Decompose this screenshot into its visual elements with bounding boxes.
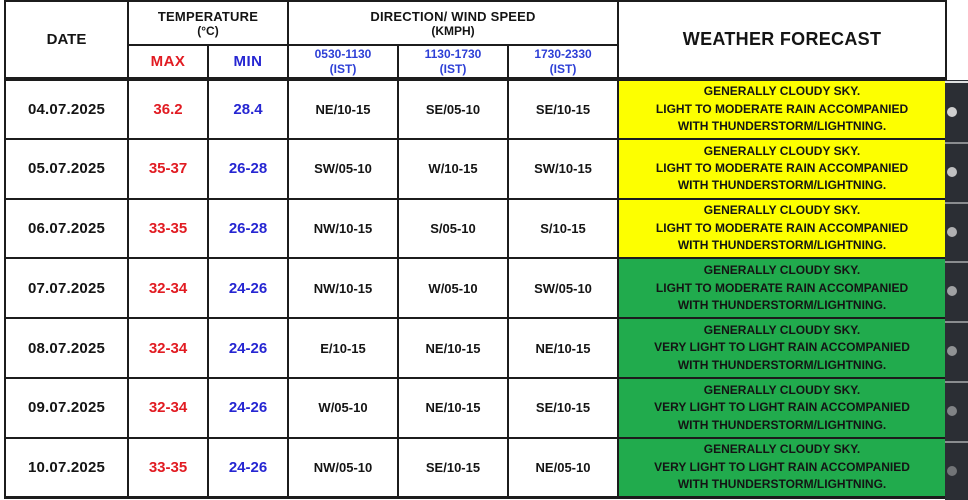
max-temp-cell: 35-37 [128, 139, 208, 199]
table-row [5, 438, 946, 498]
wind-morning-cell: NW/10-15 [288, 199, 398, 259]
date-cell: 06.07.2025 [5, 199, 128, 259]
forecast-cell [618, 258, 946, 318]
forecast-line: WITH THUNDERSTORM/LIGHTNING. [677, 417, 887, 432]
forecast-line: WITH THUNDERSTORM/LIGHTNING. [677, 357, 887, 372]
table-row [5, 318, 946, 378]
forecast-line: WITH THUNDERSTORM/LIGHTNING. [677, 477, 887, 492]
min-temp-cell: 28.4 [208, 79, 288, 139]
forecast-cell [618, 318, 946, 378]
slot-zone: (IST) [329, 61, 357, 76]
partial-icon-dot [947, 406, 957, 416]
date-cell: 09.07.2025 [5, 378, 128, 438]
forecast-line: WITH THUNDERSTORM/LIGHTNING. [677, 297, 887, 312]
slot-zone: (IST) [549, 61, 577, 76]
max-temp-cell: 32-34 [128, 378, 208, 438]
table-row [5, 79, 946, 139]
max-temp-cell: 36.2 [128, 79, 208, 139]
edge-separator [945, 142, 968, 144]
forecast-cell [618, 79, 946, 139]
forecast-line: LIGHT TO MODERATE RAIN ACCOMPANIED [655, 101, 909, 116]
col-header-temperature [128, 1, 288, 45]
forecast-line: LIGHT TO MODERATE RAIN ACCOMPANIED [655, 220, 909, 235]
min-temp-cell: 24-26 [208, 438, 288, 498]
date-cell: 04.07.2025 [5, 79, 128, 139]
wind-evening-cell: NE/10-15 [508, 318, 618, 378]
wind-morning-cell: E/10-15 [288, 318, 398, 378]
col-header-wind [288, 1, 618, 45]
forecast-line: WITH THUNDERSTORM/LIGHTNING. [677, 119, 887, 134]
forecast-line: VERY LIGHT TO LIGHT RAIN ACCOMPANIED [654, 400, 910, 415]
forecast-line: VERY LIGHT TO LIGHT RAIN ACCOMPANIED [654, 459, 910, 474]
partial-icon-dot [947, 346, 957, 356]
min-temp-cell: 24-26 [208, 378, 288, 438]
forecast-line: GENERALLY CLOUDY SKY. [703, 263, 861, 278]
wind-afternoon-cell: SE/05-10 [398, 79, 508, 139]
wind-morning-cell: NW/05-10 [288, 438, 398, 498]
forecast-cell [618, 438, 946, 498]
date-cell: 10.07.2025 [5, 438, 128, 498]
wind-evening-cell: S/10-15 [508, 199, 618, 259]
col-header-date: DATE [5, 1, 128, 79]
table-row [5, 378, 946, 438]
wind-unit: (KMPH) [431, 23, 475, 38]
wind-evening-cell: SE/10-15 [508, 79, 618, 139]
min-temp-cell: 26-28 [208, 199, 288, 259]
col-header-slot-evening [508, 45, 618, 79]
partial-icon-dot [947, 167, 957, 177]
table-row [5, 139, 946, 199]
wind-afternoon-cell: NE/10-15 [398, 378, 508, 438]
min-temp-cell: 24-26 [208, 258, 288, 318]
slot-zone: (IST) [439, 61, 467, 76]
date-cell: 08.07.2025 [5, 318, 128, 378]
wind-morning-cell: NW/10-15 [288, 258, 398, 318]
max-temp-cell: 33-35 [128, 199, 208, 259]
col-header-slot-afternoon [398, 45, 508, 79]
col-header-forecast: WEATHER FORECAST [618, 1, 946, 79]
edge-separator [945, 381, 968, 383]
date-cell: 05.07.2025 [5, 139, 128, 199]
edge-separator [945, 261, 968, 263]
wind-morning-cell: NE/10-15 [288, 79, 398, 139]
slot-range: 0530-1130 [314, 46, 372, 61]
forecast-line: GENERALLY CLOUDY SKY. [703, 203, 861, 218]
slot-range: 1130-1730 [424, 46, 482, 61]
forecast-line: GENERALLY CLOUDY SKY. [703, 143, 861, 158]
table-header [5, 1, 946, 79]
forecast-line: GENERALLY CLOUDY SKY. [703, 382, 861, 397]
min-temp-cell: 26-28 [208, 139, 288, 199]
wind-evening-cell: SE/10-15 [508, 378, 618, 438]
forecast-line: VERY LIGHT TO LIGHT RAIN ACCOMPANIED [654, 340, 910, 355]
wind-evening-cell: SW/05-10 [508, 258, 618, 318]
forecast-line: LIGHT TO MODERATE RAIN ACCOMPANIED [655, 280, 909, 295]
table-row [5, 199, 946, 259]
partial-icon-dot [947, 286, 957, 296]
max-temp-cell: 32-34 [128, 318, 208, 378]
wind-evening-cell: NE/05-10 [508, 438, 618, 498]
forecast-line: GENERALLY CLOUDY SKY. [703, 442, 861, 457]
slot-range: 1730-2330 [534, 46, 592, 61]
min-temp-cell: 24-26 [208, 318, 288, 378]
max-temp-cell: 33-35 [128, 438, 208, 498]
forecast-line: WITH THUNDERSTORM/LIGHTNING. [677, 238, 887, 253]
wind-afternoon-cell: NE/10-15 [398, 318, 508, 378]
wind-afternoon-cell: W/10-15 [398, 139, 508, 199]
header-row-main [5, 1, 946, 45]
forecast-cell [618, 378, 946, 438]
date-cell: 07.07.2025 [5, 258, 128, 318]
wind-evening-cell: SW/10-15 [508, 139, 618, 199]
forecast-line: WITH THUNDERSTORM/LIGHTNING. [677, 178, 887, 193]
partial-icon-dot [947, 107, 957, 117]
edge-separator [945, 202, 968, 204]
right-edge-panel [945, 80, 968, 500]
temperature-title: TEMPERATURE [157, 8, 259, 24]
partial-icon-dot [947, 466, 957, 476]
table-row [5, 258, 946, 318]
wind-afternoon-cell: SE/10-15 [398, 438, 508, 498]
forecast-cell [618, 139, 946, 199]
wind-afternoon-cell: W/05-10 [398, 258, 508, 318]
forecast-line: LIGHT TO MODERATE RAIN ACCOMPANIED [655, 161, 909, 175]
col-header-slot-morning [288, 45, 398, 79]
forecast-line: GENERALLY CLOUDY SKY. [703, 84, 861, 99]
table-body [5, 79, 946, 498]
wind-title: DIRECTION/ WIND SPEED [370, 8, 536, 24]
wind-morning-cell: W/05-10 [288, 378, 398, 438]
edge-separator [945, 81, 968, 83]
wind-morning-cell: SW/05-10 [288, 139, 398, 199]
edge-separator [945, 441, 968, 443]
forecast-table [4, 0, 947, 499]
col-header-min: MIN [208, 45, 288, 79]
temperature-unit: (°C) [197, 23, 219, 38]
partial-icon-dot [947, 227, 957, 237]
max-temp-cell: 32-34 [128, 258, 208, 318]
edge-separator [945, 321, 968, 323]
wind-afternoon-cell: S/05-10 [398, 199, 508, 259]
forecast-line: GENERALLY CLOUDY SKY. [703, 323, 861, 337]
forecast-cell [618, 199, 946, 259]
col-header-max: MAX [128, 45, 208, 79]
